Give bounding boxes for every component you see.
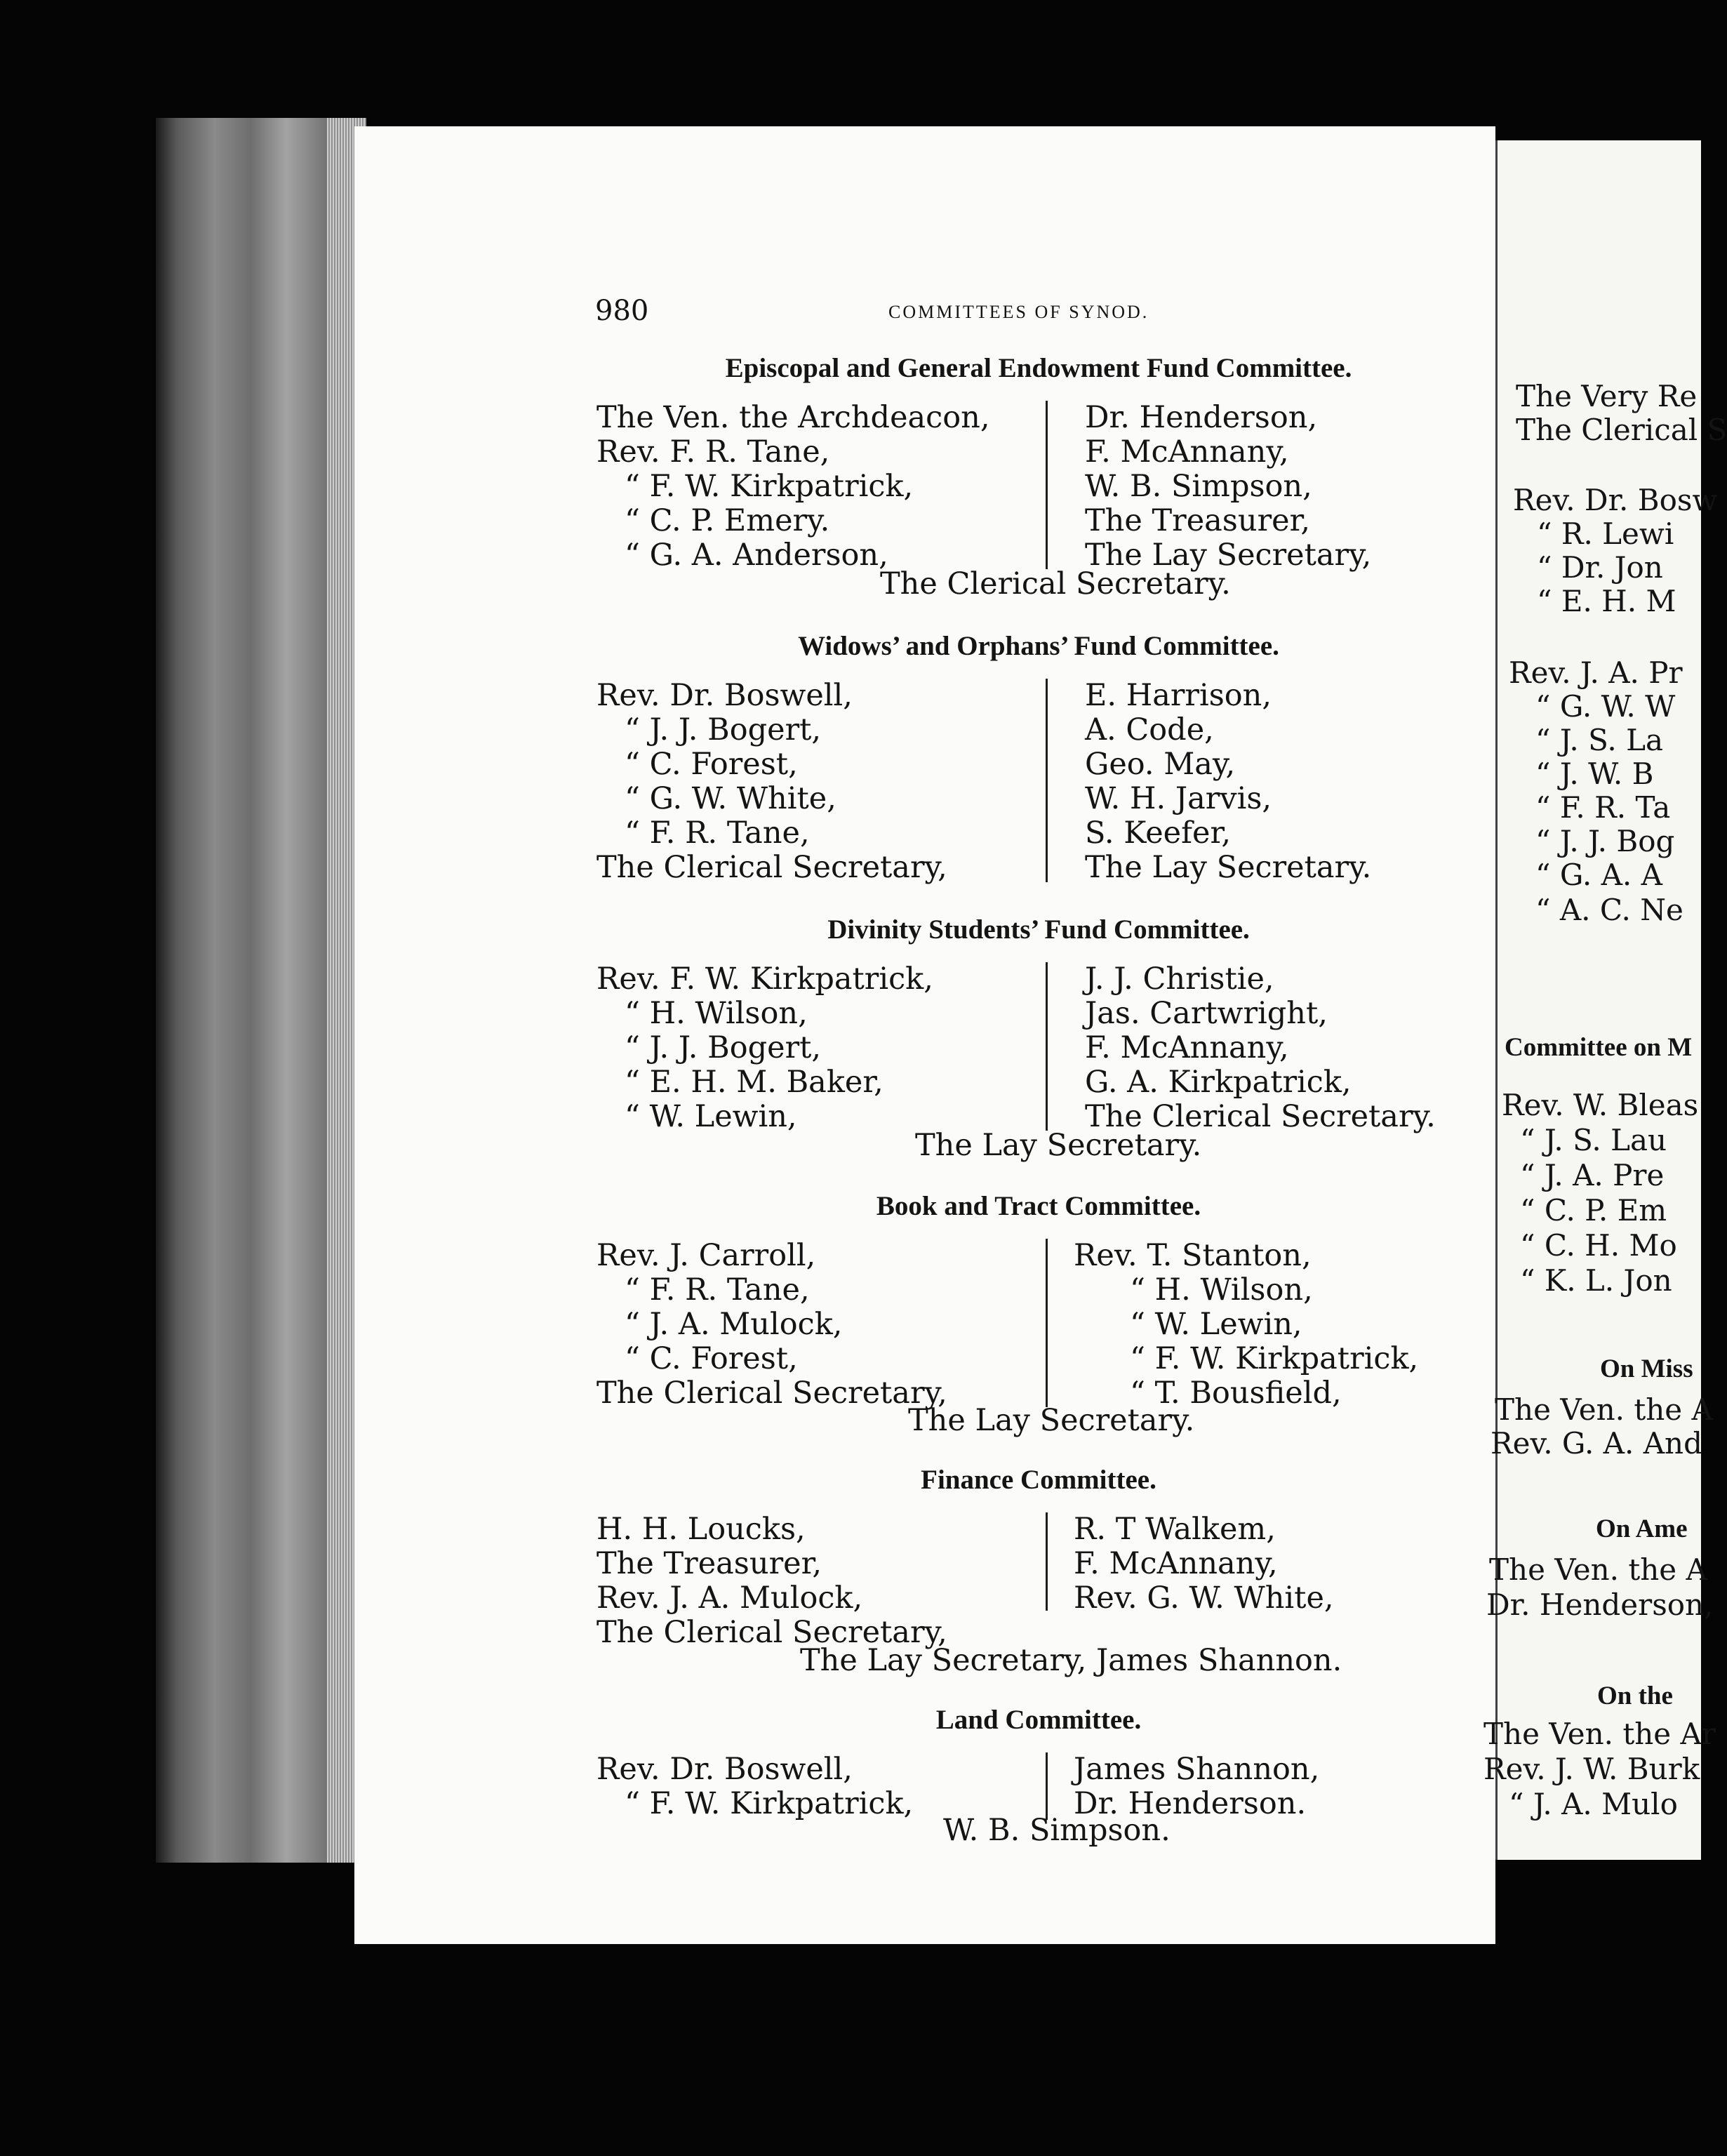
column-divider (1046, 679, 1048, 882)
right-page-line: “ G. A. A (1535, 858, 1662, 892)
committee-left-column (596, 1512, 947, 1650)
committee-left-column (596, 401, 990, 573)
right-page-line: The Very Re (1516, 379, 1698, 413)
member-name: The Treasurer, (1085, 503, 1311, 538)
right-page-line: “ A. C. Ne (1535, 893, 1683, 927)
committee-trailer: The Clerical Secretary. (880, 566, 1231, 601)
right-page-line: “ J. S. La (1535, 723, 1664, 757)
member-name: The Ven. the Archdeacon, (596, 400, 990, 435)
right-page-line: Rev. J. A. Pr (1509, 656, 1683, 690)
member-name: “ W. Lewin, (625, 1099, 797, 1134)
member-name: F. McAnnany, (1085, 1030, 1289, 1065)
member-name: “ F. R. Tane, (625, 816, 810, 851)
member-name: James Shannon, (1074, 1752, 1320, 1787)
member-name: “ F. W. Kirkpatrick, (1130, 1341, 1419, 1376)
committee-right-column (1074, 1512, 1334, 1616)
committee-trailer: W. B. Simpson. (943, 1813, 1171, 1848)
member-name: Geo. May, (1085, 747, 1236, 782)
member-name: W. B. Simpson, (1085, 469, 1312, 504)
page-header-title: COMMITTEES OF SYNOD. (888, 302, 1149, 322)
member-name: “ J. J. Bogert, (625, 712, 822, 747)
member-name: Rev. J. A. Mulock, (596, 1581, 863, 1616)
member-name: The Lay Secretary, (1085, 538, 1372, 573)
right-page-line: “ R. Lewi (1537, 517, 1674, 551)
member-name: “ H. Wilson, (625, 996, 808, 1031)
column-divider (1046, 401, 1048, 569)
member-name: “ J. J. Bogert, (625, 1030, 822, 1065)
member-name: “ W. Lewin, (1130, 1307, 1302, 1342)
right-page-line: “ J. J. Bog (1535, 824, 1675, 858)
member-name: “ G. W. White, (625, 781, 836, 816)
member-name: “ G. A. Anderson, (625, 538, 888, 573)
right-page-heading: On the (1597, 1682, 1673, 1710)
right-page-line: Rev. G. A. And (1491, 1426, 1702, 1460)
column-divider (1046, 962, 1048, 1131)
right-page-line: The Ven. the Ar (1483, 1717, 1716, 1751)
member-name: The Clerical Secretary, (596, 1615, 947, 1650)
committee-right-column (1074, 1239, 1418, 1411)
column-divider (1046, 1752, 1048, 1820)
member-name: “ F. W. Kirkpatrick, (625, 469, 914, 504)
committee-title: Land Committee. (935, 1705, 1142, 1735)
member-name: F. McAnnany, (1085, 434, 1289, 470)
right-page-line: The Clerical S (1516, 413, 1727, 447)
member-name: S. Keefer, (1085, 816, 1231, 851)
right-page-line: “ F. R. Ta (1535, 790, 1671, 825)
committee-trailer: The Lay Secretary. (915, 1128, 1202, 1163)
committee-title: Episcopal and General Endowment Fund Committee. (725, 353, 1352, 383)
committee-land (596, 1703, 1481, 1848)
committee-left-column (596, 1752, 913, 1821)
committee-episcopal-endowment (596, 351, 1481, 601)
member-name: “ C. Forest, (625, 747, 798, 782)
member-name: Rev. F. W. Kirkpatrick, (596, 961, 933, 997)
right-page-line: “ G. W. W (1535, 689, 1676, 724)
committee-title: Book and Tract Committee. (876, 1191, 1201, 1221)
member-name: Rev. G. W. White, (1074, 1581, 1334, 1616)
member-name: The Treasurer, (596, 1546, 822, 1581)
right-page-line: “ C. P. Em (1520, 1193, 1667, 1227)
member-name: The Lay Secretary. (1085, 850, 1372, 885)
right-page-line: The Ven. the A (1489, 1552, 1707, 1587)
committee-left-column (596, 1239, 947, 1411)
page-number: 980 (595, 295, 649, 327)
committee-trailer: The Lay Secretary. (908, 1403, 1195, 1438)
right-page-heading: On Miss (1600, 1355, 1693, 1383)
member-name: Rev. Dr. Boswell, (596, 678, 853, 713)
member-name: A. Code, (1085, 712, 1214, 747)
member-name: The Clerical Secretary, (596, 850, 947, 885)
right-page-line: “ J. A. Pre (1520, 1158, 1665, 1192)
member-name: “ C. P. Emery. (625, 503, 830, 538)
right-page-line: “ J. S. Lau (1520, 1123, 1667, 1157)
right-page-line: “ E. H. M (1537, 584, 1676, 618)
right-page-line: “ J. A. Mulo (1509, 1787, 1678, 1821)
committee-title: Finance Committee. (921, 1465, 1156, 1495)
member-name: Dr. Henderson, (1085, 400, 1318, 435)
member-name: “ J. A. Mulock, (625, 1307, 843, 1342)
committee-right-column (1085, 401, 1371, 573)
right-page-line: “ K. L. Jon (1520, 1263, 1672, 1298)
member-name: “ F. R. Tane, (625, 1272, 810, 1307)
member-name: Rev. F. R. Tane, (596, 434, 830, 470)
member-name: H. H. Loucks, (596, 1512, 806, 1547)
right-page-line: Rev. J. W. Burk (1483, 1752, 1700, 1786)
column-divider (1046, 1239, 1048, 1407)
right-page-line: “ Dr. Jon (1537, 550, 1663, 585)
member-name: “ F. W. Kirkpatrick, (625, 1786, 914, 1821)
member-name: G. A. Kirkpatrick, (1085, 1065, 1352, 1100)
member-name: “ C. Forest, (625, 1341, 798, 1376)
member-name: Dr. Henderson. (1074, 1786, 1307, 1821)
right-page-line: Dr. Henderson, (1486, 1588, 1714, 1622)
member-name: W. H. Jarvis, (1085, 781, 1272, 816)
member-name: R. T Walkem, (1074, 1512, 1276, 1547)
committee-left-column (596, 679, 947, 885)
committee-right-column (1085, 962, 1436, 1134)
right-page-line: Rev. W. Bleas (1502, 1088, 1699, 1122)
member-name: Rev. J. Carroll, (596, 1238, 816, 1273)
committee-left-column (596, 962, 933, 1134)
right-page-heading: Committee on M (1505, 1033, 1693, 1062)
member-name: “ E. H. M. Baker, (625, 1065, 883, 1100)
committee-right-column (1074, 1752, 1319, 1821)
member-name: “ H. Wilson, (1130, 1272, 1313, 1307)
committee-finance (596, 1463, 1481, 1678)
member-name: Rev. Dr. Boswell, (596, 1752, 853, 1787)
committee-right-column (1085, 679, 1371, 885)
member-name: The Clerical Secretary. (1085, 1099, 1436, 1134)
member-name: J. J. Christie, (1085, 961, 1274, 997)
committee-trailer: The Lay Secretary, James Shannon. (800, 1643, 1342, 1678)
member-name: E. Harrison, (1085, 678, 1272, 713)
column-divider (1046, 1512, 1048, 1611)
committee-title: Divinity Students’ Fund Committee. (827, 914, 1250, 945)
committee-divinity-students (596, 912, 1481, 1163)
member-name: “ T. Bousfield, (1130, 1376, 1342, 1411)
right-page-line: Rev. Dr. Bosw (1513, 483, 1718, 517)
committee-book-tract (596, 1189, 1481, 1438)
member-name: F. McAnnany, (1074, 1546, 1278, 1581)
committee-title: Widows’ and Orphans’ Fund Committee. (798, 631, 1279, 661)
right-page-heading: On Ame (1596, 1515, 1688, 1543)
member-name: The Clerical Secretary, (596, 1376, 947, 1411)
member-name: Rev. T. Stanton, (1074, 1238, 1312, 1273)
right-page-line: “ J. W. B (1535, 757, 1654, 791)
committee-widows-orphans (596, 629, 1481, 885)
right-page-line: “ C. H. Mo (1520, 1228, 1677, 1263)
member-name: Jas. Cartwright, (1085, 996, 1328, 1031)
right-page-line: The Ven. the A (1495, 1392, 1713, 1427)
